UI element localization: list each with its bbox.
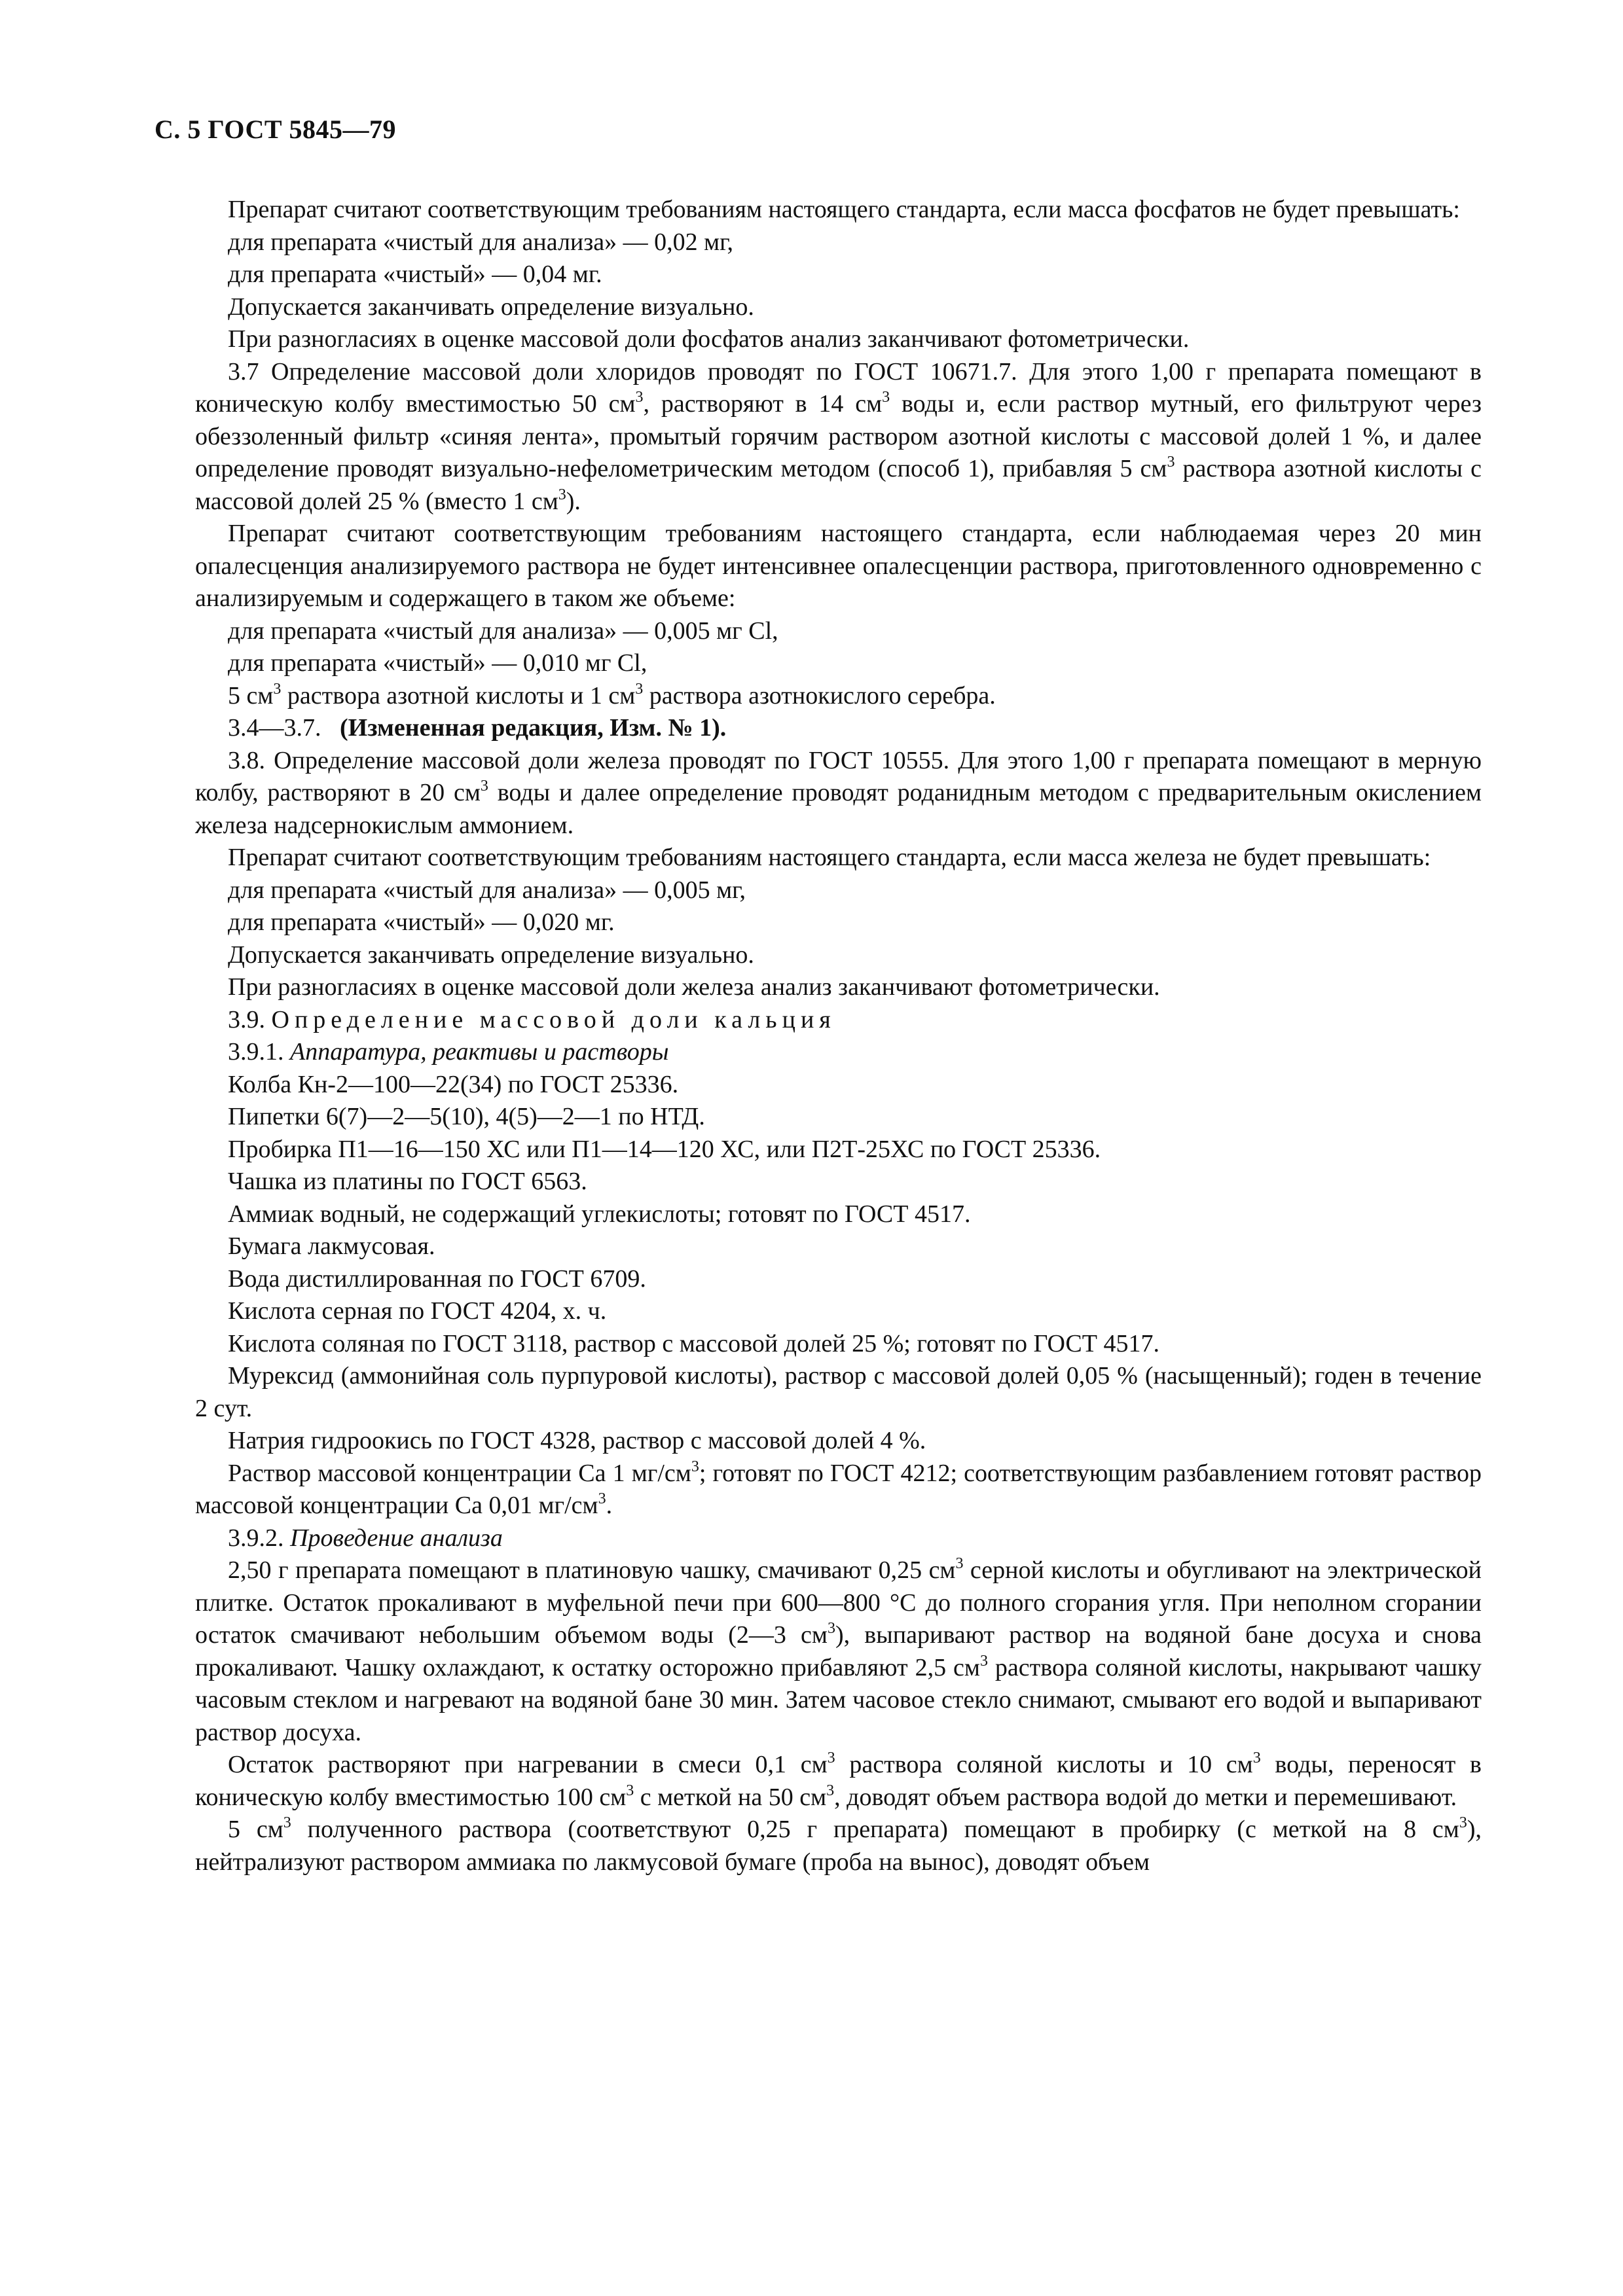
text: полученного раствора (соответствуют 0,25 г препарата) помещают в пробирку (с меткой на 8 см (291, 1816, 1459, 1843)
text: Раствор массовой концентрации Са 1 мг/см (228, 1459, 691, 1487)
text: раствора азотнокислого серебра. (643, 681, 996, 709)
text: с меткой на 50 см (634, 1783, 827, 1811)
text: раствора азотной кислоты и 1 см (281, 681, 636, 709)
text: 5 см (228, 681, 274, 709)
text: раствора азотной кислоты с массовой долей 25 % (вместо 1 см (195, 455, 1482, 515)
paragraph: для препарата «чистый» — 0,04 мг. (228, 260, 602, 288)
document-body (195, 194, 1482, 1878)
list-item: Мурексид (аммонийная соль пурпуровой кислоты), раствор с массовой долей 0,05 % (насыщенный); годен в течение 2 сут. (195, 1362, 1482, 1422)
paragraph: Препарат считают соответствующим требованиям настоящего стандарта, если наблюдаемая через 20 мин опалесценция анализируемого раствора не будет интенсивнее опалесценции раствора, приготовленного одновременно с анализируемым и содержащего в таком же объеме: (195, 520, 1482, 612)
text: 3.4—3.7. (228, 714, 321, 742)
superscript: 3 (826, 1782, 835, 1799)
superscript: 3 (273, 680, 282, 698)
paragraph: для препарата «чистый для анализа» — 0,02 мг, (228, 228, 733, 256)
paragraph-3-7 (195, 356, 1482, 518)
paragraph: для препарата «чистый» — 0,010 мг Cl, (228, 649, 647, 677)
paragraph: для препарата «чистый» — 0,020 мг. (228, 908, 615, 936)
subsection-heading-3-9-1 (195, 1036, 1482, 1069)
text: , растворяют в 14 см (643, 390, 883, 418)
superscript: 3 (955, 1555, 964, 1572)
superscript: 3 (635, 680, 644, 698)
paragraph: При разногласиях в оценке массовой доли фосфатов анализ заканчивают фотометрически. (228, 325, 1190, 353)
superscript: 3 (979, 1652, 988, 1670)
text: 2,50 г препарата помещают в платиновую чашку, смачивают 0,25 см (228, 1556, 956, 1584)
text: Остаток растворяют при нагревании в смеси 0,1 см (228, 1751, 828, 1778)
paragraph (195, 1554, 1482, 1749)
amendment-note (195, 712, 1482, 745)
paragraph-3-8 (195, 745, 1482, 842)
subsection-heading-3-9-2 (195, 1522, 1482, 1555)
text: ). (566, 487, 581, 515)
superscript: 3 (691, 1458, 699, 1475)
text: , доводят объем раствора водой до метки и перемешивают. (834, 1783, 1457, 1811)
text: . (606, 1492, 613, 1519)
text: раствора соляной кислоты и 10 см (835, 1751, 1253, 1778)
paragraph: Препарат считают соответствующим требованиям настоящего стандарта, если масса фосфатов не будет превышать: (228, 196, 1460, 223)
paragraph: Допускается заканчивать определение визуально. (228, 941, 754, 969)
list-item: Чашка из платины по ГОСТ 6563. (228, 1168, 587, 1195)
superscript: 3 (558, 486, 566, 503)
text: 3.7 Определение массовой доли хлоридов проводят по ГОСТ 10671.7. Для этого 1,00 г препарата помещают в коническую колбу вместимостью 50 см (195, 357, 1482, 418)
section-title: Проведение анализа (290, 1524, 503, 1552)
paragraph: Препарат считают соответствующим требованиям настоящего стандарта, если масса железа не будет превышать: (228, 844, 1431, 871)
superscript: 3 (626, 1782, 634, 1799)
section-number: 3.9. (228, 1005, 265, 1033)
paragraph: Допускается заканчивать определение визуально. (228, 293, 754, 321)
superscript: 3 (635, 389, 644, 406)
section-number: 3.9.2. (228, 1524, 284, 1552)
text: ; готовят по ГОСТ 4212; соответствующим разбавлением готовят раствор массовой концентрации Са 0,01 мг/см (195, 1459, 1482, 1519)
superscript: 3 (827, 1749, 835, 1767)
superscript: 3 (1459, 1814, 1467, 1831)
superscript: 3 (598, 1490, 606, 1507)
superscript: 3 (480, 778, 488, 795)
text: 5 см (228, 1816, 283, 1843)
superscript: 3 (283, 1814, 291, 1831)
list-item: Пипетки 6(7)—2—5(10), 4(5)—2—1 по НТД. (228, 1103, 705, 1130)
text: воды и далее определение проводят роданидным методом с предварительным окислением железа надсернокислым аммонием. (195, 779, 1482, 839)
list-item: Кислота соляная по ГОСТ 3118, раствор с массовой долей 25 %; готовят по ГОСТ 4517. (228, 1329, 1159, 1357)
list-item: Натрия гидроокись по ГОСТ 4328, раствор с массовой долей 4 %. (228, 1427, 926, 1454)
section-heading-3-9 (195, 1004, 1482, 1037)
list-item: Вода дистиллированная по ГОСТ 6709. (228, 1265, 646, 1293)
section-title: Определение массовой доли кальция (271, 1005, 836, 1033)
paragraph: для препарата «чистый для анализа» — 0,005 мг Cl, (228, 617, 778, 645)
paragraph: для препарата «чистый для анализа» — 0,005 мг, (228, 876, 746, 904)
bold-text: (Измененная редакция, Изм. № 1). (340, 714, 727, 742)
paragraph (195, 1458, 1482, 1522)
text: воды, переносят в коническую колбу вместимостью 100 см (195, 1751, 1482, 1811)
list-item: Пробирка П1—16—150 ХС или П1—14—120 ХС, или П2Т-25ХС по ГОСТ 25336. (228, 1135, 1101, 1163)
text: 3.8. Определение массовой доли железа проводят по ГОСТ 10555. Для этого 1,00 г препарата помещают в мерную колбу, растворяют в 20 см (195, 746, 1482, 806)
superscript: 3 (827, 1620, 835, 1637)
paragraph (195, 1814, 1482, 1878)
list-item: Бумага лакмусовая. (228, 1232, 435, 1260)
list-item: Аммиак водный, не содержащий углекислоты; готовят по ГОСТ 4517. (228, 1200, 971, 1228)
superscript: 3 (1167, 454, 1175, 471)
text: ), нейтрализуют раствором аммиака по лакмусовой бумаге (проба на вынос), доводят объем (195, 1816, 1482, 1876)
superscript: 3 (882, 389, 890, 406)
superscript: 3 (1252, 1749, 1261, 1767)
text: ), выпаривают раствор на водяной бане досуха и снова прокаливают. Чашку охлаждают, к остатку осторожно прибавляют 2,5 см (195, 1621, 1482, 1681)
text: раствора соляной кислоты, накрывают чашку часовым стеклом и нагревают на водяной бане 30 мин. Затем часовое стекло снимают, смывают его водой и выпаривают раствор досуха. (195, 1653, 1482, 1746)
paragraph: При разногласиях в оценке массовой доли железа анализ заканчивают фотометрически. (228, 973, 1160, 1001)
text: воды и, если раствор мутный, его фильтруют через обеззоленный фильтр «синяя лента», промытый горячим раствором азотной кислоты с массовой долей 1 %, и далее определение проводят визуально-нефелометрическим методом (способ 1), прибавляя 5 см (195, 390, 1482, 482)
list-item: Колба Кн-2—100—22(34) по ГОСТ 25336. (228, 1070, 679, 1098)
section-title: Аппаратура, реактивы и растворы (290, 1038, 669, 1066)
section-number: 3.9.1. (228, 1038, 284, 1066)
paragraph (195, 680, 1482, 713)
list-item: Кислота серная по ГОСТ 4204, х. ч. (228, 1297, 607, 1325)
page-header: С. 5 ГОСТ 5845—79 (155, 115, 397, 144)
text: серной кислоты и обугливают на электрической плитке. Остаток прокаливают в муфельной печи при 600—800 °С до полного сгорания угля. При неполном сгорании остаток смачивают небольшим объемом воды (2—3 см (195, 1556, 1482, 1649)
paragraph (195, 1749, 1482, 1814)
